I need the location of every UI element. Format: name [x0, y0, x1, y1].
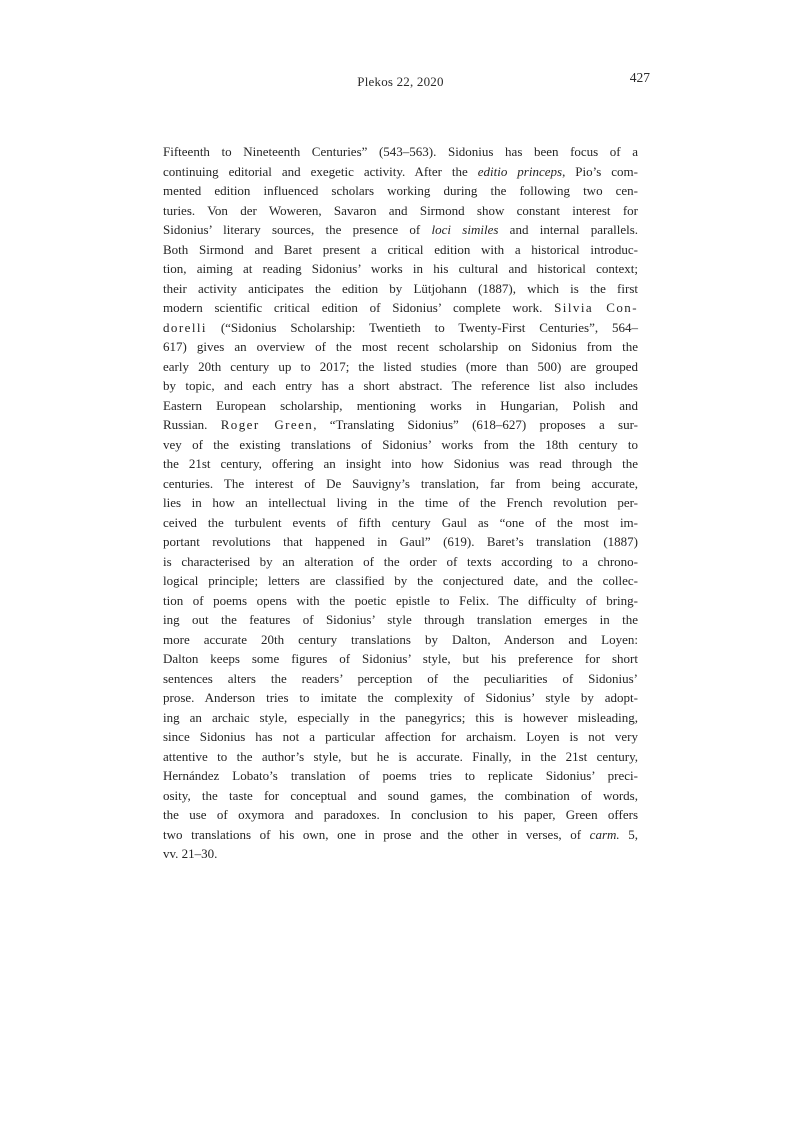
- text-line: [163, 162, 638, 182]
- body-text: more accurate 20th century translations by Dalton, Anderson and Loyen:: [163, 631, 638, 647]
- text-line: [163, 259, 638, 279]
- text-line: [163, 298, 638, 318]
- text-block: [163, 142, 638, 864]
- text-line: [163, 649, 638, 669]
- text-line: [163, 766, 638, 786]
- body-text: ing out the features of Sidonius’ style through translation emerges in the: [163, 612, 638, 627]
- body-text: their activity anticipates the edition by Lütjohann (1887), which is the first: [163, 280, 638, 296]
- body-text: Hernández Lobato’s translation of poems tries to replicate Sidonius’ preci-: [163, 768, 638, 783]
- text-line: [163, 571, 638, 591]
- body-text: prose. Anderson tries to imitate the complexity of Sidonius’ style by adopt-: [163, 690, 638, 705]
- body-text: the 21st century, offering an insight into how Sidonius was read through the: [163, 456, 638, 471]
- italic-text: loci similes: [431, 222, 499, 237]
- body-text: by topic, and each entry has a short abstract. The reference list also includes: [163, 378, 638, 393]
- text-line: [163, 396, 638, 416]
- text-line: [163, 552, 638, 572]
- body-text: modern scientific critical edition of Sidonius’ complete work.: [163, 300, 555, 315]
- body-text: two translations of his own, one in prose and the other in verses, of: [163, 826, 590, 842]
- text-line: [163, 201, 638, 221]
- text-line: [163, 513, 638, 533]
- body-text: tion of poems opens with the poetic epistle to Felix. The difficulty of bring-: [163, 592, 638, 608]
- text-line: [163, 532, 638, 552]
- body-text: lies in how an intellectual living in the time of the French revolution per-: [163, 495, 638, 510]
- page-number: 427: [629, 70, 650, 85]
- text-line: [163, 415, 638, 435]
- text-line: [163, 630, 638, 650]
- letterspaced-name: Roger Green: [220, 417, 314, 432]
- text-line: [163, 454, 638, 474]
- body-text: Eastern European scholarship, mentioning works in Hungarian, Polish and: [163, 397, 638, 413]
- body-text: continuing editorial and exegetic activity. After the: [163, 163, 478, 179]
- body-text: early 20th century up to 2017; the listed studies (more than 500) are grouped: [163, 358, 638, 374]
- body-text: Both Sirmond and Baret present a critical edition with a historical introduc-: [163, 241, 638, 257]
- body-text: Fifteenth to Nineteenth Centuries” (543–563). Sidonius has been focus of a: [163, 144, 638, 159]
- body-text: , Pio’s com-: [562, 163, 638, 179]
- text-line: [163, 337, 638, 357]
- body-text: , “Translating Sidonius” (618–627) proposes a sur-: [313, 417, 639, 432]
- body-text: (“Sidonius Scholarship: Twentieth to Twenty-First Centuries”, 564–: [206, 319, 638, 335]
- body-text: Dalton keeps some figures of Sidonius’ style, but his preference for short: [163, 651, 638, 666]
- body-text: vv. 21–30.: [163, 846, 218, 861]
- body-text: the use of oxymora and paradoxes. In conclusion to his paper, Green offers: [163, 807, 638, 822]
- text-line: [163, 318, 638, 338]
- text-line: [163, 727, 638, 747]
- text-line: [163, 805, 638, 825]
- text-line: [163, 688, 638, 708]
- running-head: [163, 70, 650, 90]
- body-text: Russian.: [163, 417, 221, 432]
- letterspaced-name: dorelli: [163, 319, 207, 335]
- body-text: turies. Von der Woweren, Savaron and Sirmond show constant interest for: [163, 202, 638, 218]
- body-text: and internal parallels.: [498, 222, 639, 237]
- journal-title: Plekos 22, 2020: [357, 74, 444, 89]
- text-line: [163, 591, 638, 611]
- body-text: mented edition influenced scholars working during the following two cen-: [163, 183, 638, 198]
- body-text: vey of the existing translations of Sidonius’ works from the 18th century to: [163, 436, 638, 452]
- body-text: attentive to the author’s style, but he is accurate. Finally, in the 21st century,: [163, 748, 638, 764]
- text-line: [163, 220, 638, 240]
- text-line: [163, 786, 638, 806]
- body-text: logical principle; letters are classified by the conjectured date, and the collec-: [163, 573, 638, 588]
- text-line: [163, 708, 638, 728]
- text-line: [163, 357, 638, 377]
- body-text: portant revolutions that happened in Gaul” (619). Baret’s translation (1887): [163, 534, 638, 549]
- text-line: [163, 610, 638, 630]
- body-text: is characterised by an alteration of the order of texts according to a chrono-: [163, 553, 638, 569]
- text-line: [163, 279, 638, 299]
- body-text: 5,: [619, 826, 638, 842]
- text-line: [163, 240, 638, 260]
- text-line: [163, 142, 638, 162]
- letterspaced-name: Silvia Con-: [554, 300, 638, 315]
- text-line: [163, 669, 638, 689]
- body-text: centuries. The interest of De Sauvigny’s translation, far from being accurate,: [163, 475, 638, 491]
- text-line: [163, 474, 638, 494]
- body-text: sentences alters the readers’ perception of the peculiarities of Sidonius’: [163, 670, 638, 686]
- text-line: [163, 493, 638, 513]
- body-text: 617) gives an overview of the most recent scholarship on Sidonius from the: [163, 339, 638, 354]
- italic-text: carm.: [589, 826, 620, 842]
- body-text: since Sidonius has not a particular affection for archaism. Loyen is not very: [163, 729, 638, 744]
- text-line: [163, 747, 638, 767]
- text-line: [163, 825, 638, 845]
- text-line: [163, 376, 638, 396]
- text-line: [163, 435, 638, 455]
- body-text: Sidonius’ literary sources, the presence of: [163, 222, 432, 237]
- text-line: [163, 844, 638, 864]
- body-text: ceived the turbulent events of fifth century Gaul as “one of the most im-: [163, 514, 638, 530]
- body-text: tion, aiming at reading Sidonius’ works in his cultural and historical context;: [163, 261, 638, 276]
- text-line: [163, 181, 638, 201]
- italic-text: editio princeps: [477, 163, 563, 179]
- body-text: ing an archaic style, especially in the panegyrics; this is however misleading,: [163, 709, 638, 725]
- body-text: osity, the taste for conceptual and sound games, the combination of words,: [163, 787, 638, 803]
